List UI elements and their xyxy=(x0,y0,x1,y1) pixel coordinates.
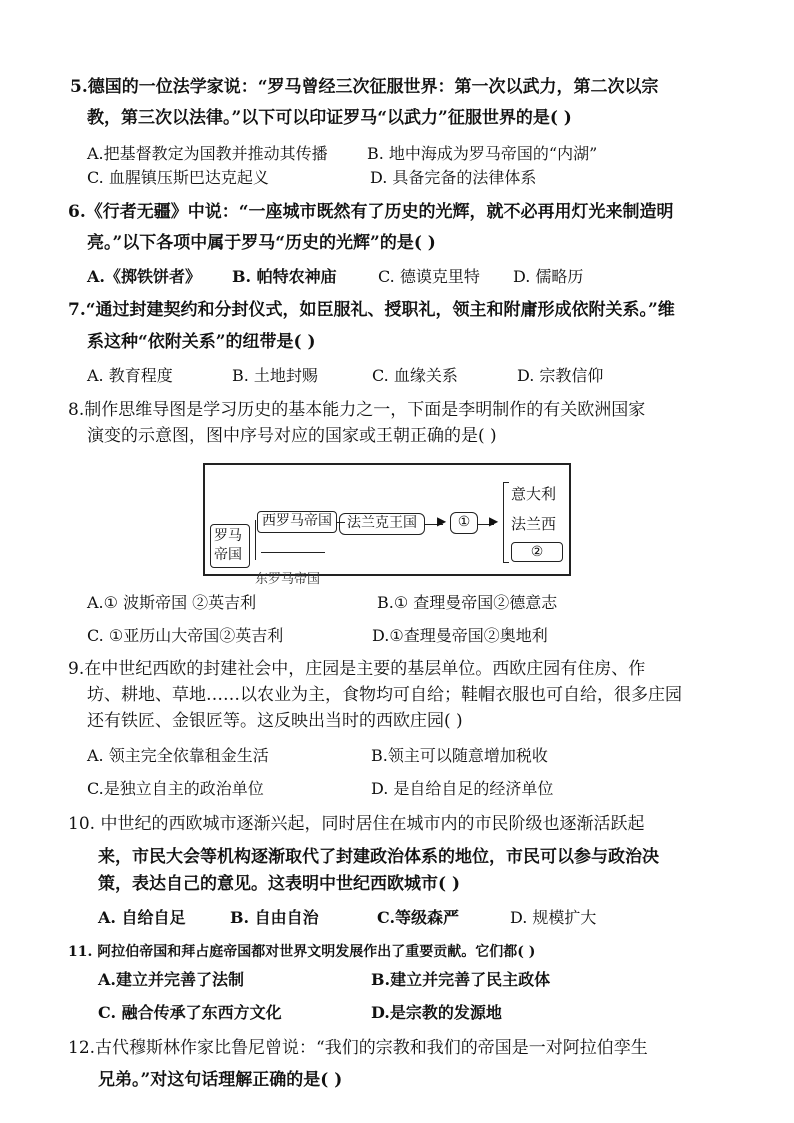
q5-option-d: D. 具备完备的法律体系 xyxy=(370,168,537,187)
q11-stem-line1: 11. 阿拉伯帝国和拜占庭帝国都对世界文明发展作出了重要贡献。它们都( ) xyxy=(68,944,536,960)
q7-option-b: B. 土地封赐 xyxy=(232,366,318,385)
frankish-kingdom-node: 法兰克王国 xyxy=(339,513,425,535)
q11-option-c: C. 融合传承了东西方文化 xyxy=(98,1003,282,1022)
q7-stem-line2: 系这种“依附关系”的纽带是( ) xyxy=(87,332,316,352)
arrow-right-icon: ▶ xyxy=(437,514,447,528)
q6-option-b: B. 帕特农神庙 xyxy=(232,267,337,286)
europe-mind-map xyxy=(203,463,571,587)
q6-option-a: A.《掷铁饼者》 xyxy=(87,267,201,286)
q7-option-a: A. 教育程度 xyxy=(87,366,173,385)
west-rome-node: 西罗马帝国 xyxy=(257,511,337,533)
q8-stem-line2: 演变的示意图，图中序号对应的国家或王朝正确的是( ) xyxy=(87,426,497,446)
circle-2-node: ② xyxy=(511,542,563,562)
east-rome-partial-label: 东罗马帝国 xyxy=(255,572,321,587)
q8-stem-line1: 8.制作思维导图是学习历史的基本能力之一，下面是李明制作的有关欧洲国家 xyxy=(68,400,646,420)
q8-option-a: A.① 波斯帝国 ②英吉利 xyxy=(87,593,257,612)
q12-stem-line2: 兄弟。”对这句话理解正确的是( ) xyxy=(98,1070,343,1090)
q6-option-d: D. 儒略历 xyxy=(513,267,584,286)
q10-option-d: D. 规模扩大 xyxy=(510,908,597,927)
q10-stem-line2: 来，市民大会等机构逐渐取代了封建政治体系的地位，市民可以参与政治决 xyxy=(98,847,659,867)
q5-stem-line2: 教，第三次以法律。”以下可以印证罗马“以武力”征服世界的是( ) xyxy=(87,108,572,128)
rome-empire-node: 罗马帝国 xyxy=(210,524,250,568)
q10-option-b: B. 自由自治 xyxy=(230,908,319,927)
q9-stem-line1: 9.在中世纪西欧的封建社会中，庄园是主要的基层单位。西欧庄园有住房、作 xyxy=(68,659,646,679)
q9-option-b: B.领主可以随意增加税收 xyxy=(371,746,548,765)
q10-stem-line1: 10. 中世纪的西欧城市逐渐兴起，同时居住在城市内的市民阶级也逐渐活跃起 xyxy=(68,814,645,834)
q11-option-d: D.是宗教的发源地 xyxy=(371,1003,502,1022)
q9-stem-line2: 坊、耕地、草地……以农业为主，食物均可自给；鞋帽衣服也可自给，很多庄园 xyxy=(87,685,682,705)
q8-option-c: C. ①亚历山大帝国②英吉利 xyxy=(87,626,284,645)
q10-option-a: A. 自给自足 xyxy=(98,908,186,927)
q5-stem-line1: 5.德国的一位法学家说：“罗马曾经三次征服世界：第一次以武力，第二次以宗 xyxy=(70,77,659,97)
q11-option-a: A.建立并完善了法制 xyxy=(98,970,244,989)
italy-node: 意大利 xyxy=(511,485,557,503)
q12-stem-line1: 12.古代穆斯林作家比鲁尼曾说：“我们的宗教和我们的帝国是一对阿拉伯孪生 xyxy=(68,1038,648,1058)
france-node: 法兰西 xyxy=(511,515,557,533)
q8-option-b: B.① 查理曼帝国②德意志 xyxy=(377,593,558,612)
q9-option-d: D. 是自给自足的经济单位 xyxy=(371,779,554,798)
q8-option-d: D.①查理曼帝国②奥地利 xyxy=(372,626,548,645)
q10-option-c: C.等级森严 xyxy=(377,908,460,927)
q10-stem-line3: 策，表达自己的意见。这表明中世纪西欧城市( ) xyxy=(98,874,461,894)
q7-option-d: D. 宗教信仰 xyxy=(517,366,604,385)
circle-1-node: ① xyxy=(450,512,478,534)
q6-stem-line2: 亮。”以下各项中属于罗马“历史的光辉”的是( ) xyxy=(87,233,436,253)
q5-option-b: B. 地中海成为罗马帝国的“内湖” xyxy=(367,144,598,163)
q9-option-c: C.是独立自主的政治单位 xyxy=(87,779,264,798)
q7-stem-line1: 7.“通过封建契约和分封仪式，如臣服礼、授职礼，领主和附庸形成依附关系。”维 xyxy=(68,300,675,320)
q7-option-c: C. 血缘关系 xyxy=(372,366,458,385)
q9-stem-line3: 还有铁匠、金银匠等。这反映出当时的西欧庄园( ) xyxy=(87,711,463,731)
q5-option-c: C. 血腥镇压斯巴达克起义 xyxy=(87,168,269,187)
q9-option-a: A. 领主完全依靠租金生活 xyxy=(87,746,269,765)
arrow-right-icon: ▶ xyxy=(489,514,499,528)
q6-stem-line1: 6.《行者无疆》中说：“一座城市既然有了历史的光辉，就不必再用灯光来制造明 xyxy=(68,202,674,222)
q11-option-b: B.建立并完善了民主政体 xyxy=(371,970,551,989)
q5-option-a: A.把基督教定为国教并推动其传播 xyxy=(87,144,328,163)
q6-option-c: C. 德谟克里特 xyxy=(378,267,480,286)
